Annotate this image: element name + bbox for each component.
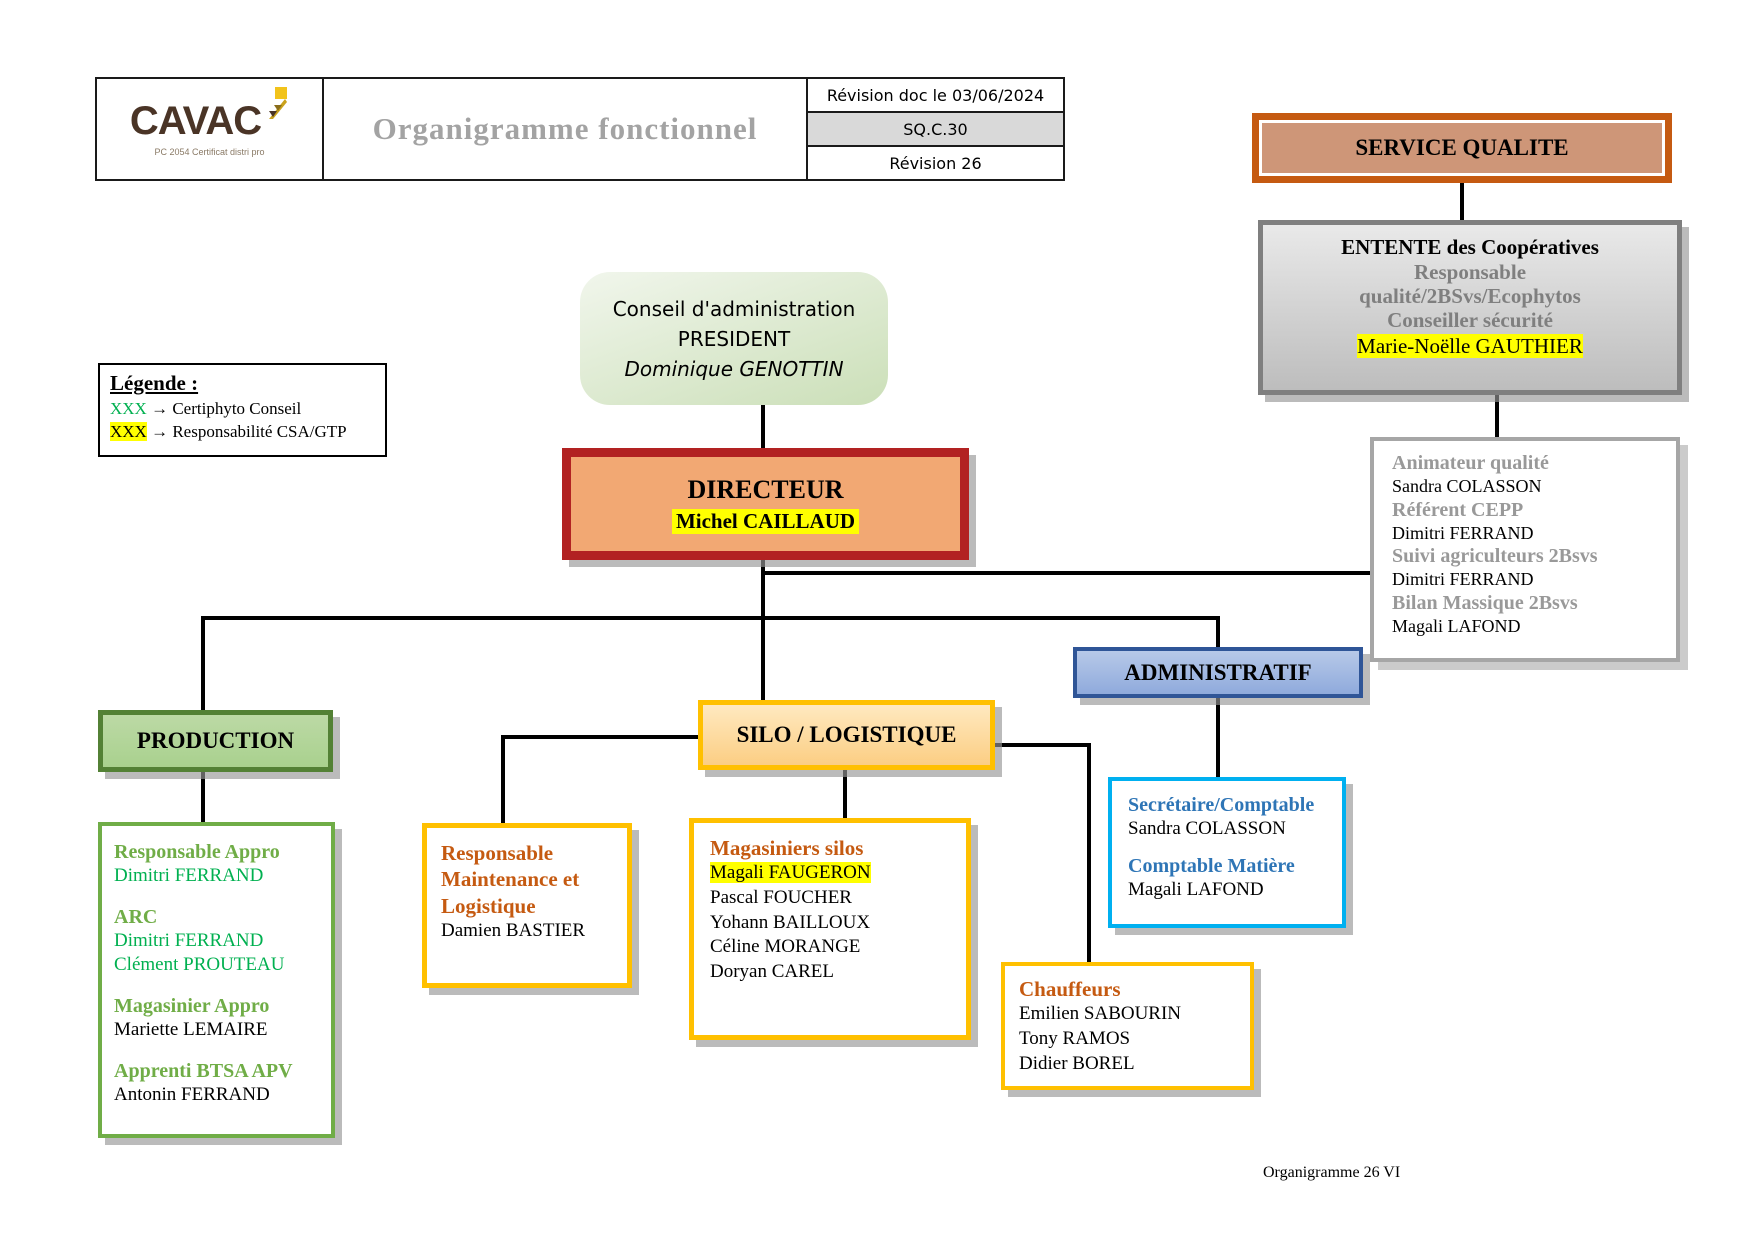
silo-title: SILO / LOGISTIQUE <box>736 722 957 747</box>
secretaire-comptable-box <box>1108 777 1346 928</box>
connector-silo-left-branch <box>501 735 698 739</box>
connector-drop-production <box>201 616 205 710</box>
service-qualite-box <box>1252 113 1672 183</box>
connector-directeur-silo <box>761 560 765 700</box>
conseil-line1: Conseil d'administration <box>612 296 856 321</box>
connector-conseil-directeur <box>761 405 765 448</box>
connector-production-list <box>201 772 205 822</box>
footer-label: Organigramme 26 VI <box>1263 1164 1401 1181</box>
magasinier-appro-role: Magasinier Appro <box>114 995 270 1018</box>
magasiniers-name-3: Céline MORANGE <box>710 936 861 958</box>
connector-silo-magasiniers <box>843 770 847 818</box>
revision-code: SQ.C.30 <box>808 111 1063 147</box>
connector-branch-animateur <box>761 571 1370 575</box>
connector-svcq-entente <box>1460 183 1464 220</box>
magasiniers-name-1: Pascal FOUCHER <box>710 886 852 908</box>
apprenti-role: Apprenti BTSA APV <box>114 1059 293 1082</box>
connector-drop-administratif <box>1216 616 1220 647</box>
entente-name <box>1263 334 1677 359</box>
apprenti-name: Antonin FERRAND <box>114 1083 270 1105</box>
suivi-2bsvs-role: Suivi agriculteurs 2Bsvs <box>1392 545 1598 567</box>
arc-role: ARC <box>114 905 158 928</box>
production-title: PRODUCTION <box>136 728 295 753</box>
secretaire-name: Sandra COLASSON <box>1128 818 1286 839</box>
administratif-title: ADMINISTRATIF <box>1124 659 1312 685</box>
entente-title: ENTENTE des Coopératives <box>1341 235 1599 259</box>
secretaire-role: Secrétaire/Comptable <box>1128 794 1315 816</box>
maintenance-role: Responsable Maintenance et Logistique <box>441 841 580 918</box>
chauffeurs-name-2: Tony RAMOS <box>1019 1027 1131 1049</box>
suivi-2bsvs-name: Dimitri FERRAND <box>1392 569 1534 589</box>
arc-name-1: Dimitri FERRAND <box>114 929 264 951</box>
chauffeurs-name-1: Emilien SABOURIN <box>1019 1003 1182 1025</box>
connector-admin-secretaire <box>1216 698 1220 777</box>
entente-box <box>1258 220 1682 395</box>
directeur-title: DIRECTEUR <box>687 474 844 504</box>
connector-entente-animateur <box>1495 395 1499 437</box>
conseil-administration-box <box>580 272 888 405</box>
magasiniers-name-highlight <box>710 861 966 886</box>
responsable-appro-name: Dimitri FERRAND <box>114 865 264 886</box>
comptable-matiere-name: Magali LAFOND <box>1128 878 1264 900</box>
service-qualite-title: SERVICE QUALITE <box>1355 135 1569 160</box>
magali-faugeron-highlight: Magali FAUGERON <box>710 862 871 884</box>
chauffeurs-box <box>1001 962 1254 1090</box>
page-title: Organigramme fonctionnel <box>372 111 758 146</box>
magasiniers-name-2: Yohann BAILLOUX <box>710 911 871 933</box>
connector-silo-right-branch <box>995 743 1089 747</box>
wheat-icon <box>263 87 289 128</box>
directeur-name: Michel CAILLAUD <box>672 509 859 534</box>
referent-cepp-role: Référent CEPP <box>1392 498 1524 521</box>
responsable-appro-role: Responsable Appro <box>114 841 280 863</box>
connector-branch-main <box>201 616 1220 620</box>
connector-drop-maintenance <box>501 735 505 823</box>
magasiniers-title: Magasiniers silos <box>710 836 864 860</box>
chauffeurs-name-3: Didier BOREL <box>1019 1052 1135 1074</box>
administratif-box <box>1073 647 1363 698</box>
arc-name-2: Clément PROUTEAU <box>114 954 285 976</box>
bilan-massique-role: Bilan Massique 2Bsvs <box>1392 591 1578 614</box>
cavac-logo <box>130 101 289 141</box>
silo-logistique-box <box>698 700 995 770</box>
magasinier-appro-name: Mariette LEMAIRE <box>114 1019 268 1041</box>
cavac-logo-text: CAVAC <box>129 99 262 143</box>
animateur-role: Animateur qualité <box>1392 452 1549 474</box>
directeur-box <box>562 448 969 560</box>
conseil-line2: PRESIDENT <box>677 326 791 351</box>
production-box <box>98 710 333 772</box>
logo-cell <box>97 79 324 179</box>
president-name: Dominique GENOTTIN <box>624 356 844 381</box>
animateur-name: Sandra COLASSON <box>1392 476 1542 496</box>
legend-title: Légende : <box>110 371 199 395</box>
legend-item-certiphyto <box>110 399 375 419</box>
magasiniers-name-4: Doryan CAREL <box>710 961 835 982</box>
magasiniers-box <box>689 818 971 1040</box>
legend-marker-yellow: XXX <box>110 422 147 441</box>
revision-number: Révision 26 <box>889 153 982 173</box>
maintenance-name: Damien BASTIER <box>441 919 586 941</box>
entente-role-qualite: Responsable qualité/2BSvs/Ecophytos <box>1359 260 1581 309</box>
connector-drop-chauffeurs <box>1087 743 1091 962</box>
legend-marker-green: XXX <box>110 399 147 418</box>
legend-text-csa: → Responsabilité CSA/GTP <box>146 422 347 441</box>
revision-date: Révision doc le 03/06/2024 <box>826 85 1045 105</box>
legend-box <box>98 363 387 457</box>
referent-cepp-name: Dimitri FERRAND <box>1392 522 1534 543</box>
bilan-massique-name: Magali LAFOND <box>1392 615 1521 636</box>
entente-role-securite: Conseiller sécurité <box>1387 308 1553 333</box>
header-table <box>95 77 1065 181</box>
revision-block <box>806 79 1063 179</box>
logo-subtitle: PC 2054 Certificat distri pro <box>154 147 265 157</box>
chauffeurs-title: Chauffeurs <box>1019 977 1121 1001</box>
comptable-matiere-role: Comptable Matière <box>1128 854 1295 877</box>
maintenance-box <box>422 823 632 988</box>
legend-text-certiphyto: → Certiphyto Conseil <box>146 399 302 418</box>
production-list-box <box>98 822 335 1138</box>
entente-name-highlight: Marie-Noëlle GAUTHIER <box>1357 334 1583 359</box>
animateur-qualite-box <box>1370 437 1680 662</box>
legend-item-csa <box>110 422 375 442</box>
